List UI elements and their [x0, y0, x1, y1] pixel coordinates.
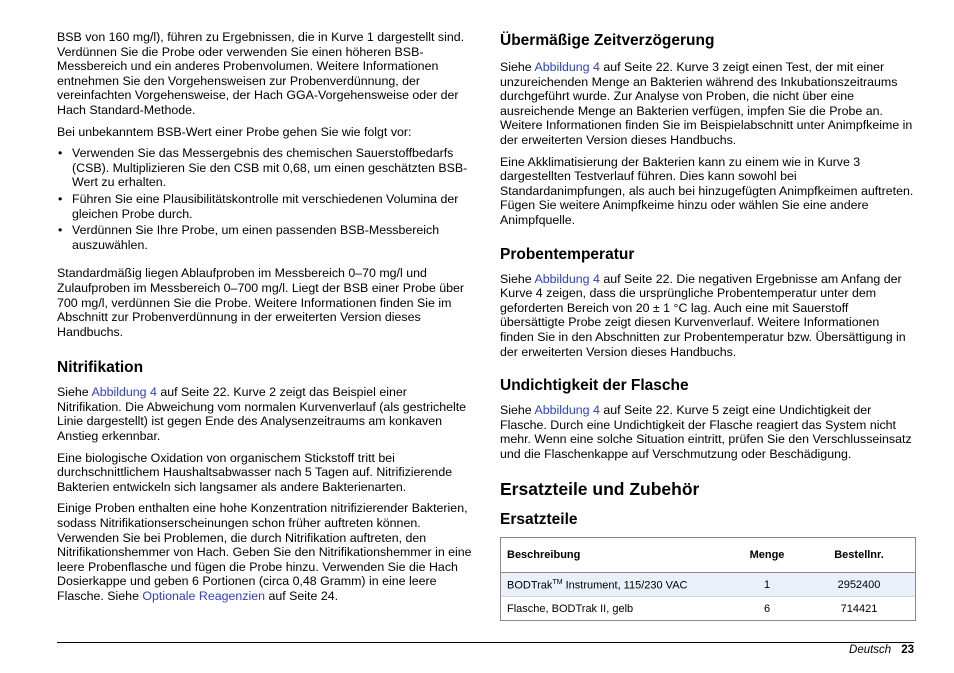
ersatzteile-zubehoer-heading: Ersatzteile und Zubehör [500, 479, 700, 500]
bullet-list [57, 146, 472, 252]
page-footer [849, 644, 914, 656]
zeitverzoegerung-paragraph-1: Siehe Abbildung 4 auf Seite 22. Kurve 3 zeigt einen Test, der mit einer unzureichenden Menge an Bakterien während des Inkubationszeitraums durchgeführt wurde. Zur Analyse von Proben, die nicht über eine ausreichende Menge an Bakterien verfügen, impfen Sie die Probe an. Weitere Informationen finden Sie im Beispielabschnitt unter Animpfkeime in der erweiterten Version dieses Handbuchs. [500, 60, 913, 147]
cell-menge: 1 [731, 573, 803, 597]
list-item: • Führen Sie eine Plausibilitätskontrolle mit verschiedenen Volumina der gleichen Probe durch. [57, 192, 472, 221]
parts-table [500, 537, 916, 621]
standard-range-paragraph: Standardmäßig liegen Ablaufproben im Messbereich 0–70 mg/l und Zulaufproben im Messbereich 0–700 mg/l. Liegt der BSB einer Probe über 700 mg/l, verdünnen Sie die Probe. Weitere Informationen finden Sie im Abschnitt zur Probenverdünnung in der erweiterten Version dieses Handbuchs. [57, 266, 465, 339]
intro-paragraph: BSB von 160 mg/l), führen zu Ergebnissen, die in Kurve 1 dargestellt sind. Verdünnen Sie die Probe oder verwenden Sie einen höheren BSB-Messbereich und ein anderes Probenvolumen. Weitere Informationen entnehmen Sie den Vorgehensweisen zur Probenverdünnung, der vereinfachten Vorgehensweise, der Hach GGA-Vorgehensweise oder der Hach Standard-Methode. [57, 30, 465, 117]
probentemperatur-paragraph: Siehe Abbildung 4 auf Seite 22. Die negativen Ergebnisse am Anfang der Kurve 4 zeigen, dass die ursprüngliche Probentemperatur unter dem geforderten Bereich von 20 ± 1 °C lag. Auch eine mit Sauerstoff übersättigte Probe zeigt diesen Kurvenverlauf. Weitere Informationen finden Sie in den Abschnitten zur Probentemperatur bzw. Übersättigung in der erweiterten Version dieses Handbuchs. [500, 271, 906, 359]
list-item: • Verwenden Sie das Messergebnis des chemischen Sauerstoffbedarfs (CSB). Multiplizieren Sie den CSB mit 0,68, um einen geschätzten BSB-Wert zu erhalten. [57, 146, 472, 190]
zeitverzoegerung-heading: Übermäßige Zeitverzögerung [500, 32, 715, 49]
nitrifikation-paragraph-1: Siehe Abbildung 4 auf Seite 22. Kurve 2 zeigt das Beispiel einer Nitrifikation. Die Abweichung vom normalen Kurvenverlauf (als gestrichelte Linie dargestellt) ist gegen Ende des Analysenzeitraums am konkaven Anstieg erkennbar. [57, 385, 467, 444]
abbildung-4-link[interactable]: Abbildung 4 [534, 271, 600, 286]
footer-language: Deutsch [849, 644, 892, 656]
page-number: 23 [901, 644, 914, 656]
cell-menge: 6 [731, 597, 803, 621]
probentemperatur-heading: Probentemperatur [500, 245, 635, 263]
cell-description: Flasche, BODTrak II, gelb [501, 597, 731, 621]
abbildung-4-link[interactable]: Abbildung 4 [91, 385, 157, 400]
abbildung-4-link[interactable]: Abbildung 4 [534, 403, 600, 418]
header-menge: Menge [749, 549, 785, 562]
nitrifikation-heading: Nitrifikation [57, 359, 144, 377]
table-row [501, 573, 915, 597]
nitrifikation-paragraph-3: Einige Proben enthalten eine hohe Konzentration nitrifizierender Bakterien, sodass Nitrifikationserscheinungen schon früher auftreten können. Verwenden Sie bei Problemen, die durch Nitrifikation auftreten, den Nitrifikationshemmer von Hach. Geben Sie den Nitrifikationshemmer in eine leere Probenflasche und fügen die Probe hinzu. Verwenden Sie die Hach Dosierkappe und geben 6 Portionen (circa 0,48 Gramm) in eine leere Flasche. Siehe Optionale Reagenzien auf Seite 24. [57, 501, 472, 603]
abbildung-4-link[interactable]: Abbildung 4 [534, 60, 600, 74]
header-beschreibung: Beschreibung [507, 549, 581, 562]
footer-divider [57, 642, 914, 643]
left-column [57, 30, 472, 611]
cell-bestellnr: 2952400 [803, 573, 915, 597]
cell-bestellnr: 714421 [803, 597, 915, 621]
undichtigkeit-paragraph: Siehe Abbildung 4 auf Seite 22. Kurve 5 zeigt eine Undichtigkeit der Flasche. Durch eine Undichtigkeit der Flasche reagiert das System nicht mehr. Wenn eine solche Situation eintritt, prüfen Sie den Verschlusseinsatz und die Flaschenkappe auf Verschmutzung oder Beschädigung. [500, 403, 912, 461]
unknown-bsb-paragraph: Bei unbekanntem BSB-Wert einer Probe gehen Sie wie folgt vor: [57, 124, 412, 139]
nitrifikation-paragraph-2: Eine biologische Oxidation von organischem Stickstoff tritt bei durchschnittlichem Haushaltsabwasser nach 5 Tagen auf. Nitrifizierende Bakterien entwickeln sich langsamer als andere Bakterienarten. [57, 450, 453, 494]
undichtigkeit-heading: Undichtigkeit der Flasche [500, 377, 689, 395]
zeitverzoegerung-paragraph-2: Eine Akklimatisierung der Bakterien kann zu einem wie in Kurve 3 dargestellten Testverlauf führen. Dies kann sowohl bei Standardanimpfungen, als auch bei hinzugefügten Animpfkeimen auftreten. Fügen Sie weitere Animpfkeime hinzu oder wählen Sie eine andere Animpfquelle. [500, 154, 914, 227]
right-column [500, 32, 915, 621]
header-bestellnr: Bestellnr. [834, 549, 884, 562]
ersatzteile-heading: Ersatzteile [500, 511, 578, 529]
optionale-reagenzien-link[interactable]: Optionale Reagenzien [142, 589, 266, 603]
table-header-row [501, 538, 915, 573]
table-row [501, 597, 915, 621]
cell-description: BODTrak™ Instrument, 115/230 VAC [501, 573, 731, 597]
list-item: • Verdünnen Sie Ihre Probe, um einen passenden BSB-Messbereich auszuwählen. [57, 223, 472, 252]
